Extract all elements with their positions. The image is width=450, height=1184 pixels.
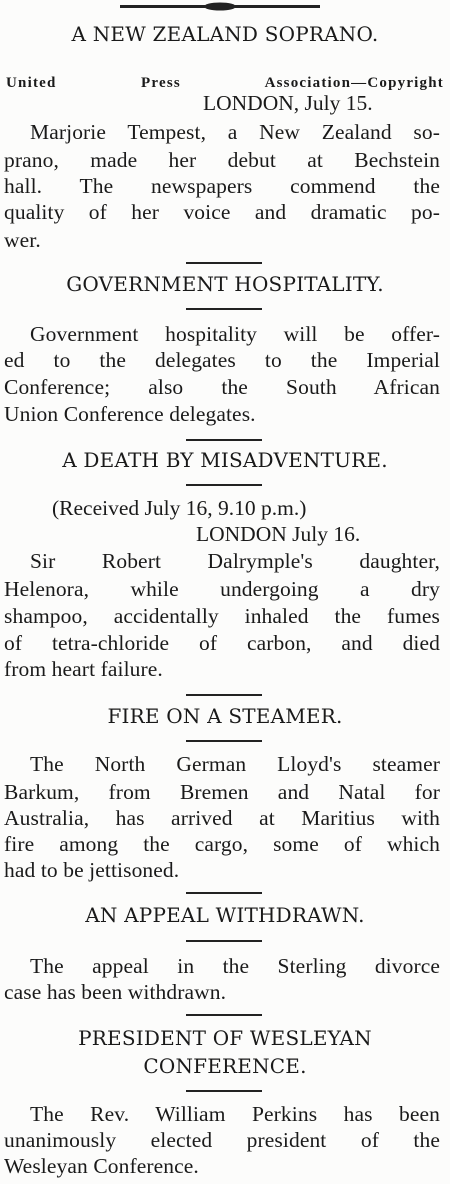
article-line: Australia, has arrived at Maritius with: [4, 806, 440, 830]
article-line: quality of her voice and dramatic po-: [4, 200, 440, 224]
article-line: case has been withdrawn.: [4, 980, 227, 1004]
divider-rule: [186, 439, 262, 441]
article-line: Wesleyan Conference.: [4, 1154, 199, 1178]
article-line: Marjorie Tempest, a New Zealand so-: [30, 120, 440, 144]
article-line: unanimously elected president of the: [4, 1128, 440, 1152]
dateline: LONDON July 16.: [196, 522, 361, 546]
received-time: (Received July 16, 9.10 p.m.): [52, 496, 307, 520]
divider-rule: [186, 484, 262, 486]
article-line: Barkum, from Bremen and Natal for: [4, 780, 440, 804]
dateline: LONDON, July 15.: [203, 91, 373, 115]
divider-rule: [186, 308, 262, 310]
article-line: Helenora, while undergoing a dry: [4, 577, 440, 601]
divider-rule: [186, 694, 262, 696]
article-line: Union Conference delegates.: [4, 402, 256, 426]
article-line: The appeal in the Sterling divorce: [30, 954, 440, 978]
article-line: prano, made her debut at Bechstein: [4, 148, 440, 172]
article-line: Conference; also the South African: [4, 375, 440, 399]
top-ornament: [120, 2, 320, 12]
divider-rule: [186, 1014, 262, 1016]
headline-new-zealand-soprano: A NEW ZEALAND SOPRANO.: [71, 22, 379, 46]
article-line: The North German Lloyd's steamer: [30, 752, 440, 776]
article-line: shampoo, accidentally inhaled the fumes: [4, 604, 440, 628]
headline-president-of-wesleyan: PRESIDENT OF WESLEYAN: [78, 1026, 372, 1050]
divider-rule: [186, 940, 262, 942]
headline-government-hospitality: GOVERNMENT HOSPITALITY.: [66, 272, 384, 296]
article-line: ed to the delegates to the Imperial: [4, 348, 440, 372]
article-line: fire among the cargo, some of which: [4, 832, 440, 856]
divider-rule: [186, 1090, 262, 1092]
article-line: from heart failure.: [4, 657, 163, 681]
divider-rule: [186, 262, 262, 264]
article-line: Government hospitality will be offer-: [30, 322, 440, 346]
headline-conference: CONFERENCE.: [143, 1054, 307, 1078]
article-line: of tetra-chloride of carbon, and died: [4, 631, 440, 655]
divider-rule: [186, 892, 262, 894]
press-credit: United Press Association—Copyright: [6, 75, 444, 91]
headline-fire-on-a-steamer: FIRE ON A STEAMER.: [107, 704, 343, 728]
article-line: wer.: [4, 228, 41, 252]
article-line: Sir Robert Dalrymple's daughter,: [30, 549, 440, 573]
divider-rule: [186, 740, 262, 742]
article-line: hall. The newspapers commend the: [4, 174, 440, 198]
headline-death-by-misadventure: A DEATH BY MISADVENTURE.: [62, 448, 388, 472]
headline-an-appeal-withdrawn: AN APPEAL WITHDRAWN.: [85, 903, 365, 927]
article-line: The Rev. William Perkins has been: [30, 1102, 440, 1126]
article-line: had to be jettisoned.: [4, 858, 180, 882]
